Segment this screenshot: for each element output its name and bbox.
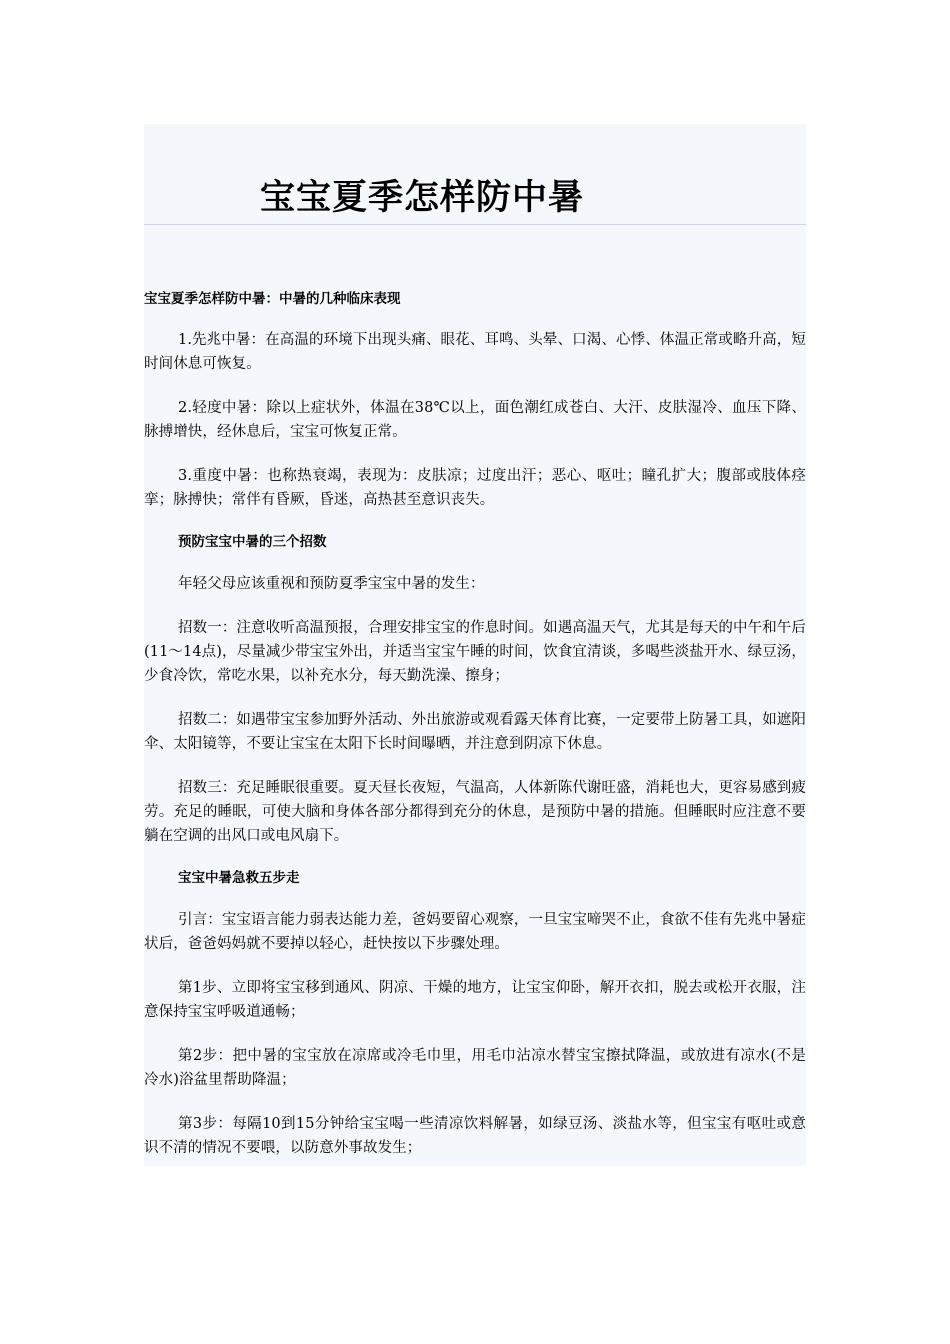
paragraph-tip-1: 招数一：注意收听高温预报，合理安排宝宝的作息时间。如遇高温天气，尤其是每天的中午和午后(11～14点)，尽量减少带宝宝外出，并适当宝宝午睡的时间，饮食宜清谈，多喝些淡盐开水、绿豆汤，少食冷饮，常吃水果，以补充水分，每天勤洗澡、擦身； (144, 620, 807, 684)
paragraph-symptom-3: 3.重度中暑：也称热衰竭，表现为：皮肤凉；过度出汗；恶心、呕吐；瞳孔扩大；腹部或肢体痉挛；脉搏快；常伴有昏厥，昏迷，高热甚至意识丧失。 (144, 468, 806, 508)
paragraph-step-2: 第2步：把中暑的宝宝放在凉席或冷毛巾里，用毛巾沾凉水替宝宝擦拭降温，或放进有凉水(不是冷水)浴盆里帮助降温； (144, 1048, 806, 1088)
article-body (144, 289, 806, 1160)
section-heading-symptoms: 宝宝夏季怎样防中暑：中暑的几种临床表现 (144, 291, 401, 307)
document-page (144, 124, 806, 1166)
section-heading-first-aid: 宝宝中暑急救五步走 (178, 870, 300, 886)
paragraph-step-1: 第1步、立即将宝宝移到通风、阴凉、干燥的地方，让宝宝仰卧，解开衣扣，脱去或松开衣服，注意保持宝宝呼吸道通畅； (144, 980, 806, 1020)
paragraph-symptom-2: 2.轻度中暑：除以上症状外，体温在38℃以上，面色潮红成苍白、大汗、皮肤湿冷、血压下降、脉搏增快，经休息后，宝宝可恢复正常。 (144, 400, 806, 440)
paragraph-tip-3: 招数三：充足睡眠很重要。夏天昼长夜短，气温高，人体新陈代谢旺盛，消耗也大，更容易感到疲劳。充足的睡眠，可使大脑和身体各部分都得到充分的休息，是预防中暑的措施。但睡眠时应注意不要躺在空调的出风口或电风扇下。 (144, 780, 806, 844)
paragraph-prevention-intro: 年轻父母应该重视和预防夏季宝宝中暑的发生： (178, 576, 485, 592)
paragraph-symptom-1: 1.先兆中暑：在高温的环境下出现头痛、眼花、耳鸣、头晕、口渴、心悸、体温正常或略升高，短时间休息可恢复。 (144, 332, 806, 372)
page-title: 宝宝夏季怎样防中暑 (260, 178, 585, 218)
paragraph-tip-2: 招数二：如遇带宝宝参加野外活动、外出旅游或观看露天体育比赛，一定要带上防暑工具，如遮阳伞、太阳镜等，不要让宝宝在太阳下长时间曝晒，并注意到阴凉下休息。 (144, 712, 806, 752)
title-banner (144, 124, 806, 225)
paragraph-first-aid-intro: 引言：宝宝语言能力弱表达能力差，爸妈要留心观察，一旦宝宝啼哭不止，食欲不佳有先兆中暑症状后，爸爸妈妈就不要掉以轻心，赶快按以下步骤处理。 (144, 912, 806, 952)
paragraph-step-3: 第3步：每隔10到15分钟给宝宝喝一些清凉饮料解暑，如绿豆汤、淡盐水等，但宝宝有呕吐或意识不清的情况不要喂，以防意外事故发生； (144, 1116, 806, 1156)
section-heading-prevention: 预防宝宝中暑的三个招数 (178, 534, 327, 550)
